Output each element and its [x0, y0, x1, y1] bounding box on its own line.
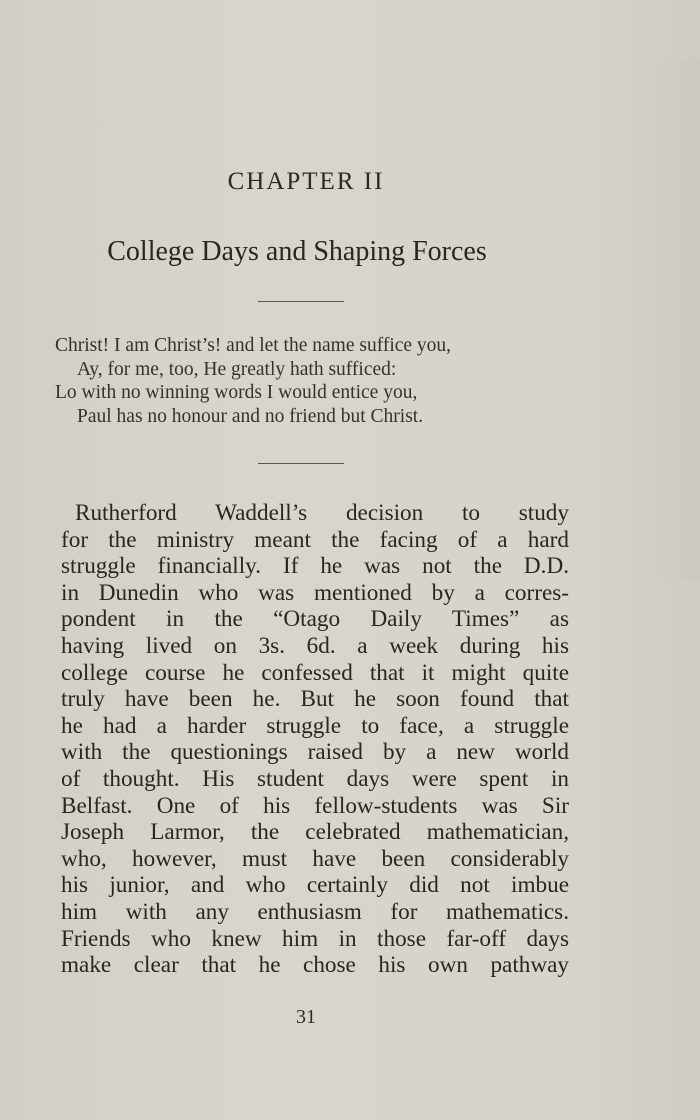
body-line: college course he confessed that it might quite	[61, 659, 569, 686]
body-line: who, however, must have been considerably	[61, 845, 569, 872]
chapter-label: CHAPTER II	[227, 168, 385, 195]
body-line: truly have been he. But he soon found that	[61, 686, 569, 713]
verse-line: Ay, for me, too, He greatly hath sufficed:	[77, 358, 397, 380]
page-number: 31	[296, 1006, 316, 1028]
body-line: pondent in the “Otago Daily Times” as	[61, 606, 569, 633]
body-line: Belfast. One of his fellow-students was Sir	[61, 792, 569, 819]
body-line: his junior, and who certainly did not imbue	[61, 872, 569, 899]
body-line: with the questionings raised by a new world	[61, 739, 569, 766]
body-line: struggle financially. If he was not the D.D.	[61, 553, 569, 580]
body-paragraph	[61, 500, 569, 979]
chapter-title: College Days and Shaping Forces	[107, 236, 487, 267]
body-line: him with any enthusiasm for mathematics.	[61, 898, 569, 925]
verse-line: Paul has no honour and no friend but Christ.	[77, 405, 424, 427]
verse-line: Lo with no winning words I would entice you,	[55, 382, 418, 403]
body-line: having lived on 3s. 6d. a week during his	[61, 632, 569, 659]
body-line: in Dunedin who was mentioned by a corres-	[61, 579, 569, 606]
page-bleed-through	[640, 60, 700, 580]
divider-rule-top	[258, 301, 344, 302]
divider-rule-bottom	[258, 463, 344, 464]
body-line: Friends who knew him in those far-off days	[61, 925, 569, 952]
body-line: he had a harder struggle to face, a struggle	[61, 712, 569, 739]
verse-line: Christ! I am Christ’s! and let the name suffice you,	[55, 335, 452, 356]
body-line: Rutherford Waddell’s decision to study	[75, 500, 569, 526]
epigraph-verse	[55, 334, 615, 428]
body-line: make clear that he chose his own pathway	[61, 952, 569, 979]
body-line: for the ministry meant the facing of a hard	[61, 526, 569, 553]
body-line: of thought. His student days were spent in	[61, 765, 569, 792]
body-line: Joseph Larmor, the celebrated mathematician,	[61, 819, 569, 846]
